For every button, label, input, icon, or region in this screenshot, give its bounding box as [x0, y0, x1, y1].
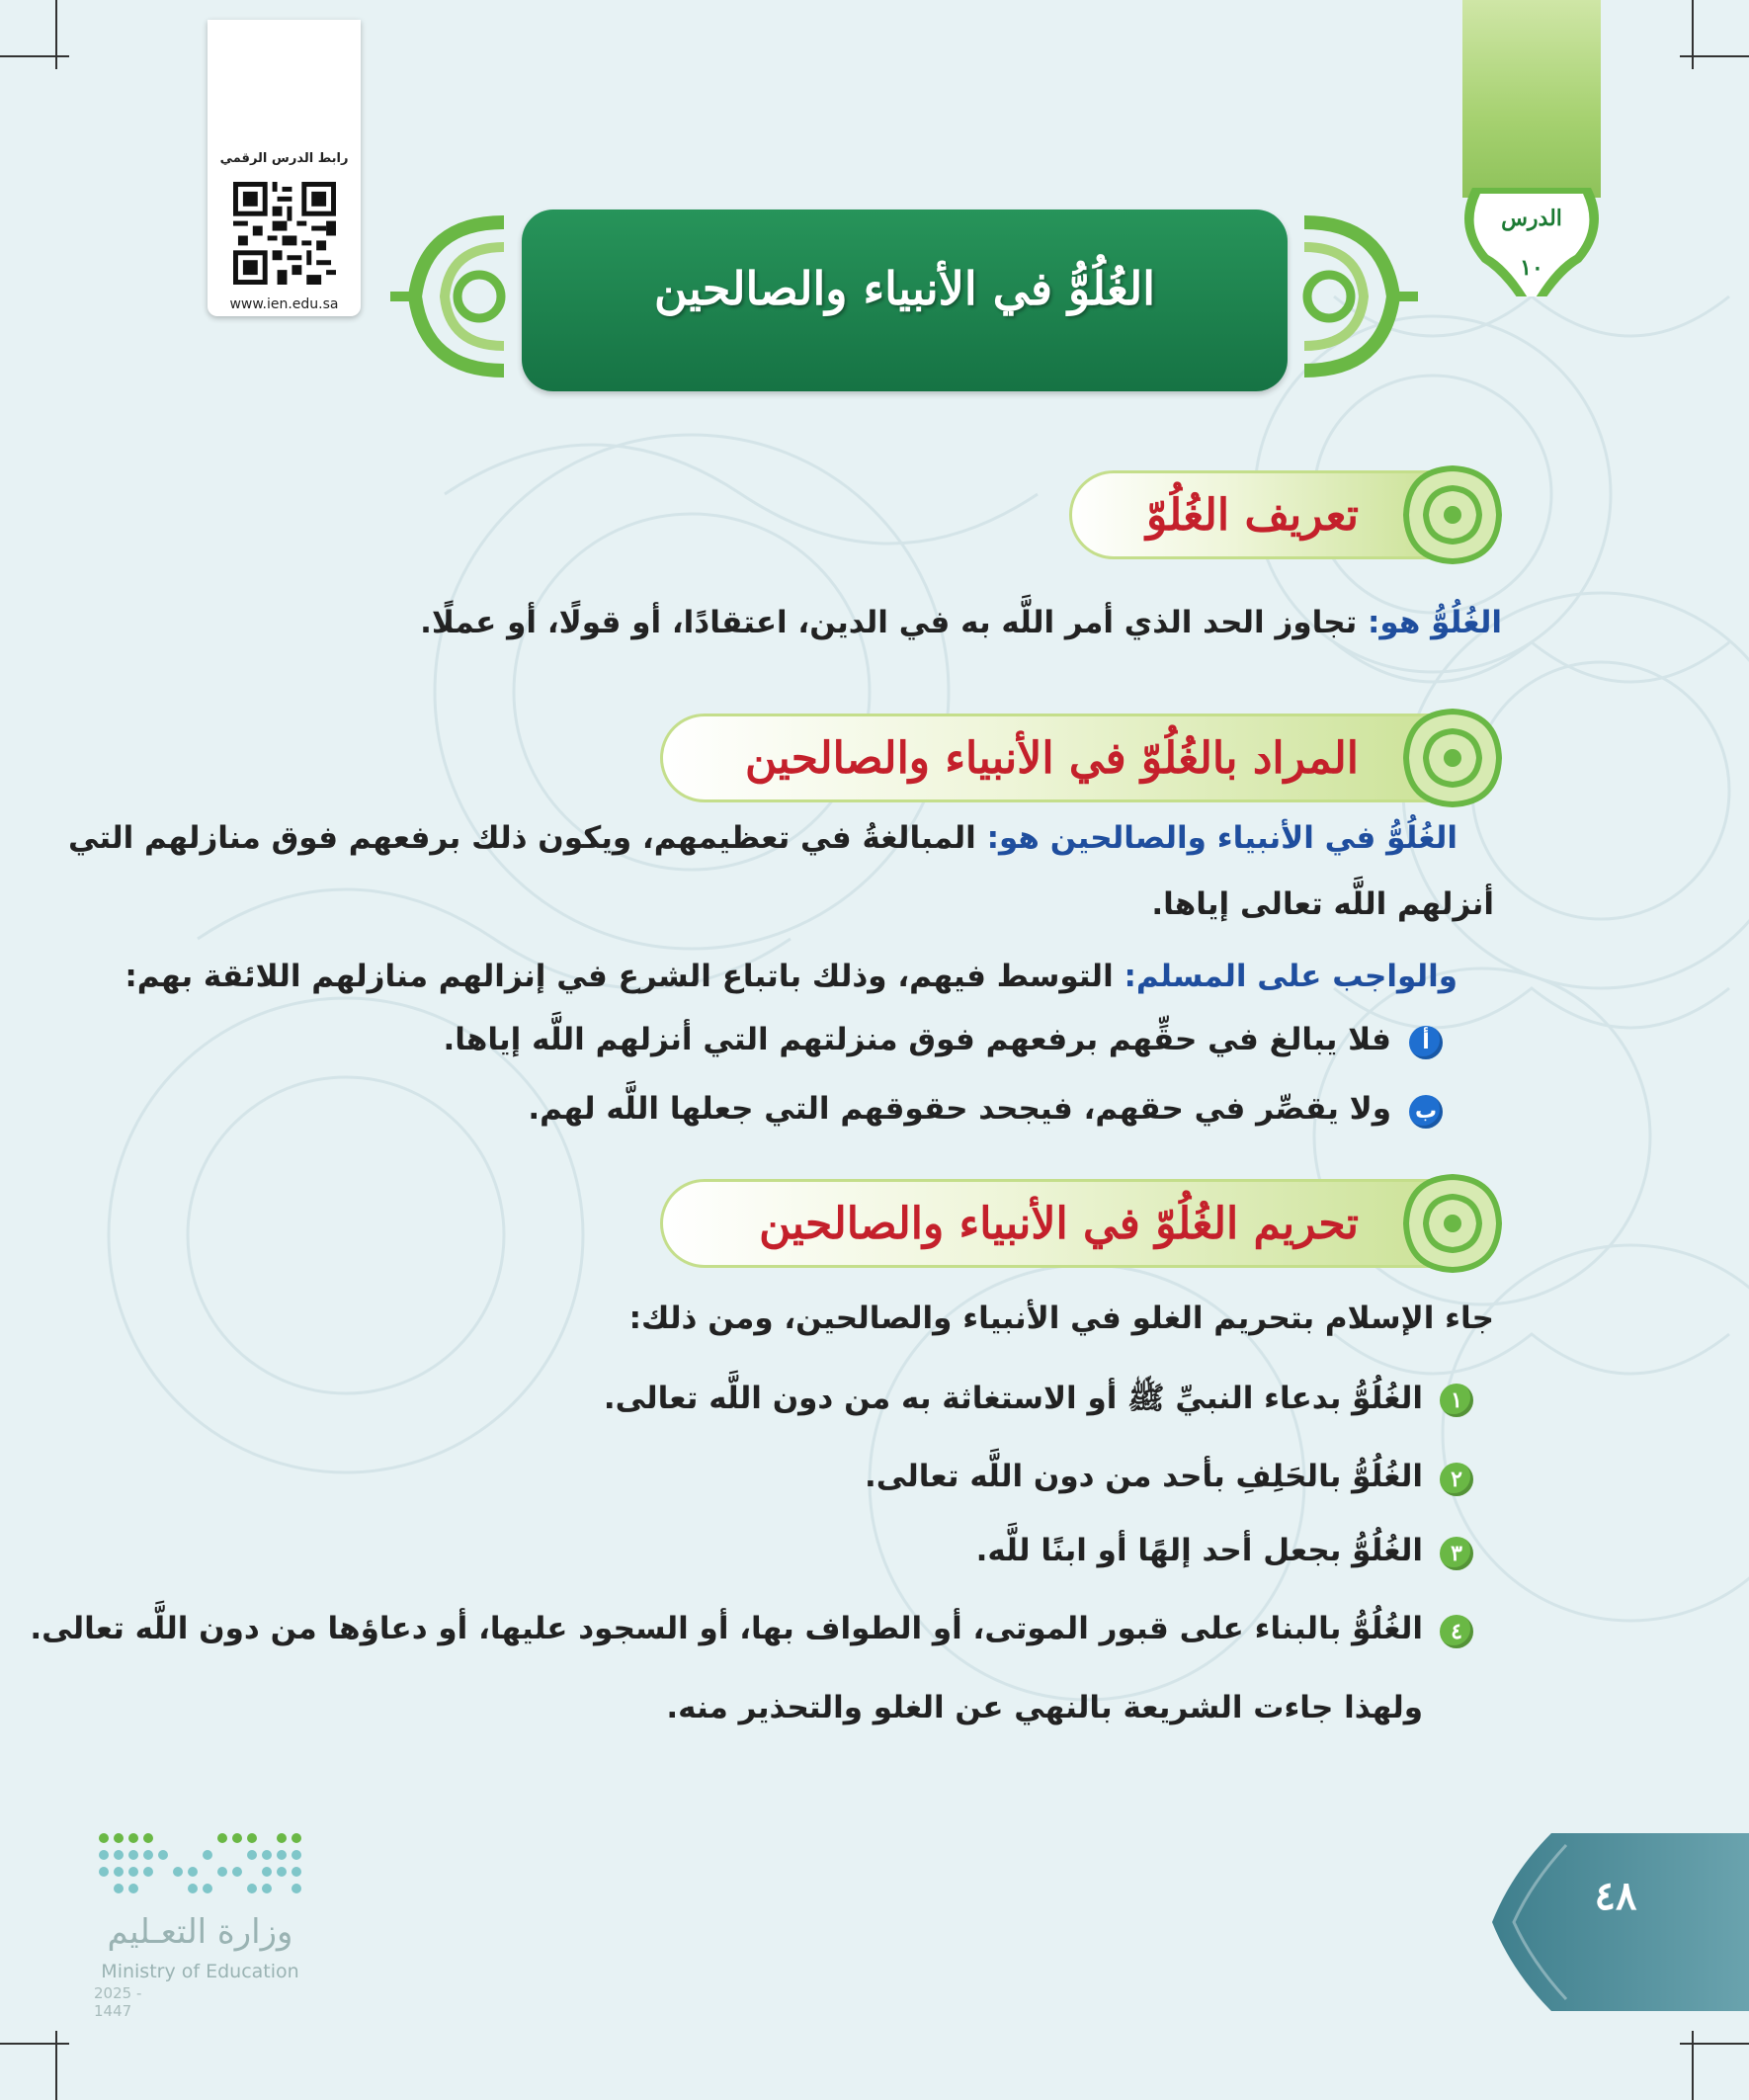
- conclusion-paragraph: ولهذا جاءت الشريعة بالنهي عن الغلو والتحذير منه.: [666, 1690, 1423, 1725]
- duty-term: والواجب على المسلم:: [1124, 959, 1458, 994]
- lesson-tab: [1453, 0, 1611, 296]
- list-marker-1: ١: [1440, 1384, 1473, 1417]
- list-marker-a: أ: [1409, 1026, 1443, 1059]
- ministry-name-ar: وزارة التعـليم: [107, 1912, 293, 1952]
- page-title: الغُلُوُّ في الأنبياء والصالحين: [653, 262, 1156, 315]
- list-marker-b: ب: [1409, 1095, 1443, 1129]
- lesson-tab-number: ١٠: [1520, 255, 1543, 281]
- crop-mark: [0, 2043, 69, 2045]
- list-item: الغُلُوُّ بدعاء النبيِّ ﷺ أو الاستغاثة به من دون اللَّه تعالى.: [603, 1381, 1423, 1416]
- list-item: فلا يبالغ في حقِّهم برفعهم فوق منزلتهم التي أنزلهم اللَّه إياها.: [443, 1022, 1391, 1057]
- meaning-paragraph-line1: [68, 820, 1458, 856]
- section-heading-definition: تعريف الغُلُوّ: [1145, 490, 1359, 541]
- list-item: الغُلُوُّ بجعل أحد إلهًا أو ابنًا للَّه.: [975, 1533, 1423, 1568]
- ministry-year: 2025 - 1447: [94, 1984, 142, 2020]
- meaning-term: الغُلُوُّ في الأنبياء والصالحين هو:: [986, 820, 1458, 856]
- crop-mark: [1680, 2043, 1749, 2045]
- title-ornament-right: [1294, 203, 1423, 390]
- prohibition-intro: جاء الإسلام بتحريم الغلو في الأنبياء والصالحين، ومن ذلك:: [628, 1301, 1494, 1336]
- list-marker-3: ٣: [1440, 1537, 1473, 1570]
- list-item: الغُلُوُّ بالبناء على قبور الموتى، أو الطواف بها، أو السجود عليها، أو دعاؤها من دون اللَّه تعالى.: [30, 1611, 1423, 1646]
- meaning-paragraph-line2: أنزلهم اللَّه تعالى إياها.: [1151, 886, 1494, 922]
- list-marker-2: ٢: [1440, 1463, 1473, 1496]
- section-ornament-icon: [1398, 704, 1507, 812]
- section-heading-meaning: المراد بالغُلُوّ في الأنبياء والصالحين: [745, 733, 1359, 784]
- duty-text: التوسط فيهم، وذلك باتباع الشرع في إنزالهم منازلهم اللائقة بهم:: [125, 959, 1124, 994]
- section-ornament-icon: [1398, 461, 1507, 569]
- crop-mark: [0, 55, 69, 57]
- definition-term: الغُلُوُّ هو:: [1368, 605, 1502, 640]
- page-number: ٤٨: [1594, 1873, 1637, 1919]
- qr-card[interactable]: [208, 20, 361, 316]
- crop-mark: [1692, 0, 1694, 69]
- section-ornament-icon: [1398, 1169, 1507, 1278]
- qr-code-icon[interactable]: [233, 176, 336, 291]
- crop-mark: [55, 2031, 57, 2100]
- title-ornament-left: [385, 203, 514, 390]
- crop-mark: [55, 0, 57, 69]
- list-marker-4: ٤: [1440, 1615, 1473, 1648]
- ministry-name-en: Ministry of Education: [101, 1961, 299, 1982]
- qr-url[interactable]: www.ien.edu.sa: [229, 296, 339, 312]
- meaning-text-line1: المبالغةُ في تعظيمهم، ويكون ذلك برفعهم فوق منازلهم التي: [67, 820, 987, 856]
- lesson-tab-label: الدرس: [1501, 206, 1562, 231]
- qr-label: رابط الدرس الرقمي: [219, 151, 349, 166]
- crop-mark: [1692, 2031, 1694, 2100]
- duty-paragraph: [125, 959, 1458, 994]
- crop-mark: [1680, 55, 1749, 57]
- definition-paragraph: [420, 605, 1502, 640]
- definition-text: تجاوز الحد الذي أمر اللَّه به في الدين، اعتقادًا، أو قولًا، أو عملًا.: [420, 605, 1369, 640]
- section-heading-prohibition: تحريم الغُلُوّ في الأنبياء والصالحين: [759, 1199, 1359, 1249]
- list-item: الغُلُوُّ بالحَلِفِ بأحد من دون اللَّه تعالى.: [865, 1459, 1423, 1494]
- list-item: ولا يقصِّر في حقهم، فيجحد حقوقهم التي جعلها اللَّه لهم.: [528, 1091, 1391, 1127]
- page-number-tab: [1492, 1833, 1749, 2011]
